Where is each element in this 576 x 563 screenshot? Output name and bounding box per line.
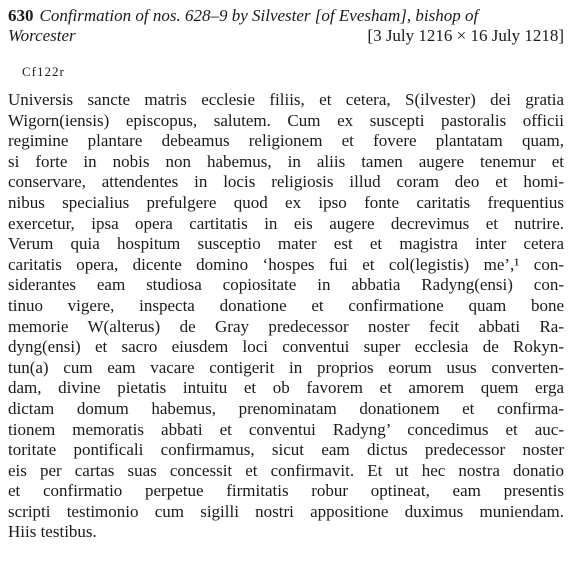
text-line: et confirmatio perpetue firmitatis robur optineat, eam presentis	[8, 481, 564, 501]
text-line: scripti testimonio cum sigilli nostri appositione duximus muniendam.	[8, 501, 564, 521]
text-line: Verum quia hospitum susceptio mater est et magistra inter cetera	[8, 234, 564, 254]
charter-title-line-2: Worcester	[8, 26, 76, 45]
text-line: Hiis testibus.	[8, 522, 97, 542]
charter-date: [3 July 1216 × 16 July 1218]	[367, 26, 564, 45]
document-page	[8, 6, 564, 543]
text-line: nibus specialius prefulgere quod ex ipso fonte caritatis frequentius	[8, 192, 564, 212]
text-line: conservare, attendentes in locis religiosis illud coram deo et homi-	[8, 172, 564, 192]
text-line: dyng(ensi) et sacro eiusdem loci conventui super ecclesia de Rokyn-	[8, 337, 564, 357]
text-line: tun(a) cum eam vacare contigerit in proprios eorum usus converten-	[8, 357, 564, 377]
text-line: dictam domum habemus, prenominatam donationem et confirma-	[8, 398, 564, 418]
text-line: tinuo vigere, inspecta donatione et confirmatione quam bone	[8, 295, 564, 315]
text-line: regimine plantare debeamus religionem et fovere plantatam quam,	[8, 131, 564, 151]
charter-text	[8, 90, 564, 543]
text-line: exercetur, ipsa opera cartitatis in eis augere decrevimus et nutrire.	[8, 213, 564, 233]
text-line: caritatis opera, dicente domino ‘hospes fui et col(legistis) me’,¹ con-	[8, 254, 564, 274]
text-line: eis per cartas suas concessit et confirmavit. Et ut hec nostra donatio	[8, 460, 564, 480]
text-line: toritate pontificali confirmamus, sicut eam dictus predecessor noster	[8, 440, 564, 460]
heading-line-1	[8, 6, 564, 26]
text-line: si forte in nobis non habemus, in aliis tamen augere tenemur et	[8, 151, 564, 171]
text-line: dam, divine pietatis intuitu et ob favorem et amorem quem erga	[8, 378, 564, 398]
text-line: Wigorn(iensis) episcopus, salutem. Cum ex suscepti pastoralis officii	[8, 110, 564, 130]
charter-title-line-1: Confirmation of nos. 628–9 by Silvester [of Evesham], bishop of	[39, 6, 479, 25]
text-line: memorie W(alterus) de Gray predecessor noster fecit abbati Ra-	[8, 316, 564, 336]
text-line: Universis sancte matris ecclesie filiis, et cetera, S(ilvester) dei gratia	[8, 90, 564, 109]
text-line: siderantes eam studiosa copiositate in abbatia Radyng(ensi) con-	[8, 275, 564, 295]
text-line: tionem memoratis abbati et conventui Radyng’ concedimus et auc-	[8, 419, 564, 439]
charter-number: 630	[8, 6, 34, 25]
manuscript-siglum: Cf122r	[22, 64, 65, 79]
heading-line-2	[8, 26, 564, 46]
charter-heading	[8, 6, 564, 46]
